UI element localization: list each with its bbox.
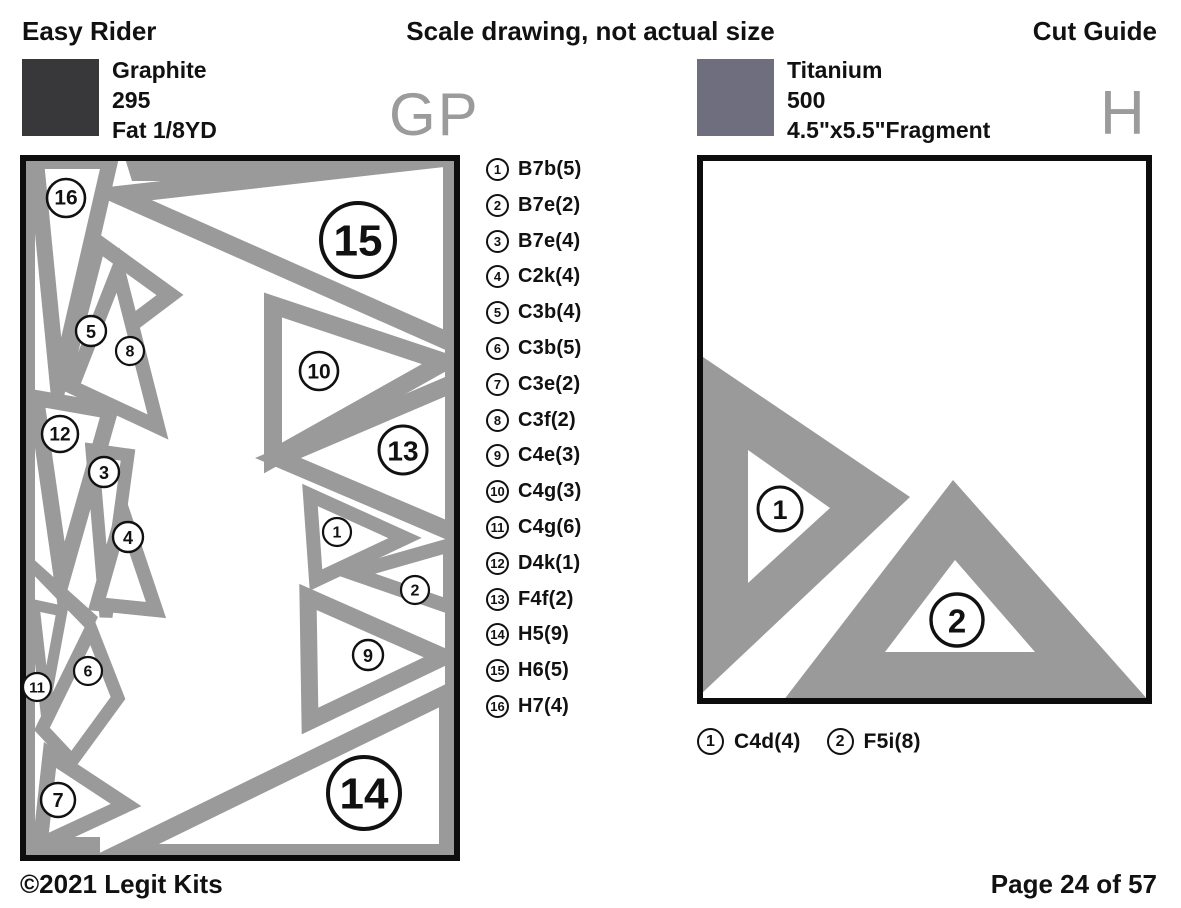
svg-text:10: 10 (307, 360, 331, 384)
legend-num-circle: 9 (486, 444, 509, 467)
fabric-cut-size: 4.5"x5.5"Fragment (787, 117, 991, 143)
gp-legend-item (486, 516, 581, 539)
legend-code: B7e(4) (518, 229, 581, 252)
gp-legend (486, 158, 581, 731)
legend-code: B7e(2) (518, 193, 581, 216)
svg-text:14: 14 (339, 769, 389, 819)
svg-text:15: 15 (333, 216, 383, 266)
gp-legend-item (486, 230, 581, 253)
legend-code: C3f(2) (518, 408, 576, 431)
legend-num-circle: 6 (486, 337, 509, 360)
gp-piece-label-13 (379, 426, 427, 474)
svg-text:7: 7 (52, 790, 64, 812)
graphite-fabric-info (112, 55, 217, 145)
gp-piece-label-8 (116, 337, 144, 365)
fabric-number: 295 (112, 87, 151, 113)
gp-piece-label-14 (328, 757, 400, 829)
gp-piece-label-7 (41, 783, 75, 817)
legend-num-circle: 3 (486, 230, 509, 253)
gp-panel-letter: GP (389, 81, 480, 148)
legend-num-circle: 2 (486, 194, 509, 217)
legend-code: C2k(4) (518, 265, 581, 288)
h-legend-item (697, 728, 801, 755)
page-title: Cut Guide (1032, 16, 1157, 46)
gp-piece-label-16 (47, 179, 85, 217)
svg-text:16: 16 (54, 186, 78, 210)
gp-legend-item (486, 265, 581, 288)
legend-num-circle: 4 (486, 265, 509, 288)
svg-text:8: 8 (125, 343, 135, 361)
legend-num-circle: 2 (827, 728, 854, 755)
legend-num-circle: 10 (486, 480, 509, 503)
graphite-swatch (22, 59, 99, 136)
gp-legend-item (486, 409, 581, 432)
gp-piece-label-6 (74, 657, 102, 685)
legend-num-circle: 7 (486, 373, 509, 396)
svg-text:9: 9 (362, 646, 374, 666)
gp-legend-item (486, 158, 581, 181)
gp-legend-item (486, 373, 581, 396)
fabric-number: 500 (787, 87, 826, 113)
legend-code: D4k(1) (518, 551, 581, 574)
gp-legend-item (486, 301, 581, 324)
gp-piece-label-4 (113, 522, 143, 552)
gp-piece-label-3 (89, 457, 119, 487)
gp-legend-item (486, 588, 581, 611)
h-piece-label-2 (931, 594, 983, 646)
legend-code: C4g(3) (518, 480, 582, 503)
gp-legend-item (486, 552, 581, 575)
svg-text:2: 2 (410, 582, 420, 600)
h-legend-item (827, 728, 921, 755)
svg-text:1: 1 (332, 524, 342, 542)
gp-piece-label-1 (323, 518, 351, 546)
svg-text:5: 5 (85, 322, 97, 342)
legend-code: H7(4) (518, 694, 570, 717)
legend-num-circle: 15 (486, 659, 509, 682)
legend-num-circle: 11 (486, 516, 509, 539)
gp-piece-label-11 (23, 673, 51, 701)
legend-code: H5(9) (518, 623, 570, 646)
svg-text:2: 2 (947, 602, 967, 640)
fabric-name: Titanium (787, 57, 883, 83)
copyright-text: ©2021 Legit Kits (20, 869, 223, 899)
gp-legend-item (486, 623, 581, 646)
titanium-swatch (697, 59, 774, 136)
pattern-title: Easy Rider (22, 16, 157, 46)
legend-code: B7b(5) (518, 158, 582, 180)
svg-text:13: 13 (387, 435, 419, 467)
legend-code: C3b(4) (518, 301, 582, 324)
legend-num-circle: 1 (697, 728, 724, 755)
legend-num-circle: 14 (486, 623, 509, 646)
gp-legend-item (486, 659, 581, 682)
legend-num-circle: 1 (486, 158, 509, 181)
gp-piece-label-12 (42, 416, 78, 452)
legend-code: F4f(2) (518, 587, 574, 610)
legend-code: F5i(8) (863, 729, 921, 753)
gp-legend-item (486, 444, 581, 467)
gp-panel-drawing (20, 155, 460, 861)
legend-code: C4g(6) (518, 515, 582, 538)
fabric-cut-size: Fat 1/8YD (112, 117, 217, 143)
legend-num-circle: 13 (486, 588, 509, 611)
legend-num-circle: 8 (486, 409, 509, 432)
legend-code: C3b(5) (518, 336, 582, 359)
svg-text:4: 4 (122, 528, 134, 548)
svg-text:11: 11 (29, 679, 45, 697)
legend-code: C3e(2) (518, 372, 581, 395)
gp-legend-item (486, 695, 581, 718)
legend-num-circle: 12 (486, 552, 509, 575)
legend-code: H6(5) (518, 659, 570, 682)
legend-code: C4e(3) (518, 444, 581, 467)
titanium-fabric-info (787, 55, 990, 145)
h-panel-drawing (697, 155, 1152, 704)
gp-legend-item (486, 194, 581, 217)
scale-note: Scale drawing, not actual size (406, 16, 775, 46)
legend-num-circle: 5 (486, 301, 509, 324)
gp-legend-item (486, 337, 581, 360)
svg-text:3: 3 (98, 463, 110, 483)
fabric-name: Graphite (112, 57, 207, 83)
gp-legend-item (486, 480, 581, 503)
svg-text:12: 12 (49, 424, 71, 446)
gp-piece-label-2 (401, 576, 429, 604)
h-panel-letter: H (1100, 79, 1145, 148)
h-piece-label-1 (758, 487, 802, 531)
page-number: Page 24 of 57 (990, 869, 1157, 899)
legend-num-circle: 16 (486, 695, 509, 718)
svg-text:6: 6 (83, 663, 93, 681)
legend-code: C4d(4) (734, 729, 801, 753)
gp-piece-label-9 (353, 640, 383, 670)
gp-piece-label-5 (76, 316, 106, 346)
h-legend (697, 728, 947, 755)
gp-piece-label-15 (321, 203, 395, 277)
gp-piece-label-10 (300, 352, 338, 390)
svg-text:1: 1 (772, 495, 788, 525)
